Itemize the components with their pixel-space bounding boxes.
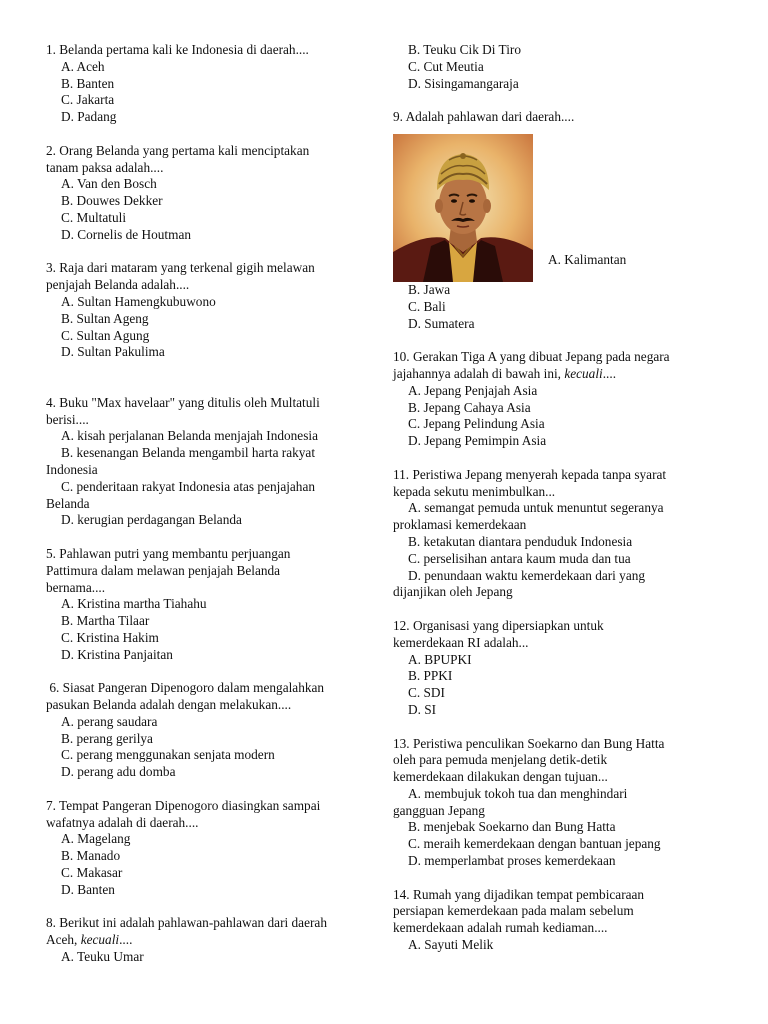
- question-10: [393, 349, 728, 450]
- option-a: A. Teuku Umar: [61, 949, 144, 965]
- option-a: A. Van den Bosch: [61, 176, 157, 192]
- option-b-cont: Indonesia: [46, 461, 98, 477]
- stem-ellipsis: ....: [602, 365, 617, 381]
- option-b: B. Manado: [61, 848, 121, 864]
- option-d: D. Sumatera: [408, 315, 475, 331]
- question-stem: 10. Gerakan Tiga A yang dibuat Jepang pada negara: [393, 349, 670, 365]
- option-b: B. perang gerilya: [61, 730, 153, 746]
- option-d: D. Jepang Pemimpin Asia: [408, 433, 547, 449]
- option-a: A. Sayuti Melik: [408, 937, 494, 953]
- question-12: [393, 618, 728, 719]
- question-13: [393, 736, 728, 870]
- option-c: C. perang menggunakan senjata modern: [61, 747, 275, 763]
- question-stem-cont: kepada sekutu menimbulkan...: [393, 483, 556, 499]
- portrait-row: [393, 134, 728, 282]
- option-c: C. Jakarta: [61, 92, 115, 108]
- stem-emphasis: kecuali: [80, 932, 120, 948]
- option-b: B. kesenangan Belanda mengambil harta rakyat: [61, 445, 316, 461]
- option-b: B. Jepang Cahaya Asia: [408, 399, 531, 415]
- right-column: [393, 42, 728, 954]
- question-8: [46, 915, 376, 965]
- option-b: B. PPKI: [408, 668, 453, 684]
- option-d: D. Sultan Pakulima: [61, 344, 165, 360]
- question-stem-cont: pasukan Belanda adalah dengan melakukan....: [46, 697, 292, 713]
- question-5: [46, 546, 376, 664]
- option-b: B. Jawa: [408, 281, 451, 297]
- option-a: A. Jepang Penjajah Asia: [408, 382, 538, 398]
- stem-text: Aceh,: [46, 932, 81, 948]
- question-6: [46, 680, 376, 781]
- question-stem-cont: [393, 366, 728, 383]
- option-d: D. Cornelis de Houtman: [61, 226, 191, 242]
- option-b: B. Teuku Cik Di Tiro: [408, 42, 521, 57]
- option-d: D. Padang: [61, 109, 117, 125]
- question-8-continued: [393, 42, 728, 92]
- option-a: A. membujuk tokoh tua dan menghindari: [408, 785, 628, 801]
- option-d: D. penundaan waktu kemerdekaan dari yang: [408, 567, 646, 583]
- option-d: D. memperlambat proses kemerdekaan: [408, 853, 616, 869]
- stem-ellipsis: ....: [119, 932, 133, 948]
- question-stem: 1. Belanda pertama kali ke Indonesia di daerah....: [46, 42, 309, 57]
- option-a: A. Kristina martha Tiahahu: [61, 596, 207, 612]
- option-d: D. kerugian perdagangan Belanda: [61, 512, 242, 528]
- option-c: C. Multatuli: [61, 209, 127, 225]
- option-b: B. Sultan Ageng: [61, 310, 149, 326]
- question-stem: 4. Buku "Max havelaar" yang ditulis oleh Multatuli: [46, 394, 320, 410]
- option-b: B. ketakutan diantara penduduk Indonesia: [408, 533, 633, 549]
- question-stem-cont: berisi....: [46, 411, 89, 427]
- option-d: D. SI: [408, 701, 437, 717]
- option-c: C. Sultan Agung: [61, 327, 150, 343]
- question-stem-cont: kemerdekaan adalah rumah kediaman....: [393, 920, 608, 936]
- stem-emphasis: kecuali: [564, 365, 603, 381]
- option-a: A. Aceh: [61, 58, 105, 74]
- question-2: [46, 143, 376, 244]
- option-d: D. Kristina Panjaitan: [61, 646, 173, 662]
- question-stem: 8. Berikut ini adalah pahlawan-pahlawan dari daerah: [46, 915, 327, 931]
- option-a: A. Kalimantan: [548, 251, 627, 267]
- option-a: A. Magelang: [61, 831, 131, 847]
- question-stem-cont: bernama....: [46, 579, 106, 595]
- option-a: A. perang saudara: [61, 713, 158, 729]
- option-a: A. Sultan Hamengkubuwono: [61, 293, 216, 309]
- question-11: [393, 467, 728, 601]
- question-1: [46, 42, 376, 126]
- question-stem-cont: Pattimura dalam melawan penjajah Belanda: [46, 562, 281, 578]
- option-c: C. Jepang Pelindung Asia: [408, 416, 545, 432]
- question-stem: 14. Rumah yang dijadikan tempat pembicaraan: [393, 886, 645, 902]
- option-d-cont: dijanjikan oleh Jepang: [393, 584, 513, 600]
- question-stem: 3. Raja dari mataram yang terkenal gigih melawan: [46, 260, 315, 276]
- question-3: [46, 260, 376, 361]
- option-a: A. BPUPKI: [408, 651, 472, 667]
- option-d: D. Sisingamangaraja: [408, 75, 519, 91]
- option-c: C. Kristina Hakim: [61, 629, 159, 645]
- option-c: C. meraih kemerdekaan dengan bantuan jepang: [408, 836, 661, 852]
- question-stem-cont: [46, 932, 376, 949]
- option-a: A. kisah perjalanan Belanda menjajah Indonesia: [61, 428, 318, 444]
- option-b: B. Douwes Dekker: [61, 193, 163, 209]
- option-c: C. Makasar: [61, 865, 123, 881]
- question-stem: 9. Adalah pahlawan dari daerah....: [393, 109, 575, 125]
- question-stem-cont: wafatnya adalah di daerah....: [46, 814, 199, 830]
- option-d: D. perang adu domba: [61, 764, 176, 780]
- question-stem: 6. Siasat Pangeran Dipenogoro dalam mengalahkan: [46, 680, 325, 696]
- question-stem-cont: penjajah Belanda adalah....: [46, 277, 190, 293]
- option-a-cont: proklamasi kemerdekaan: [393, 517, 527, 533]
- question-9: [393, 109, 728, 332]
- portrait-illustration: [393, 134, 533, 282]
- option-c: C. perselisihan antara kaum muda dan tua: [408, 550, 631, 566]
- question-14: [393, 887, 728, 954]
- option-b: B. menjebak Soekarno dan Bung Hatta: [408, 819, 616, 835]
- question-stem-cont: persiapan kemerdekaan pada malam sebelum: [393, 903, 634, 919]
- question-stem: 5. Pahlawan putri yang membantu perjuangan: [46, 545, 291, 561]
- question-stem-cont: kemerdekaan RI adalah...: [393, 634, 529, 650]
- option-c: C. Bali: [408, 298, 446, 314]
- left-column: [46, 42, 376, 966]
- option-c: C. SDI: [408, 685, 445, 701]
- question-stem-cont: oleh para pemuda menjelang detik-detik: [393, 752, 608, 768]
- option-b: B. Banten: [61, 75, 115, 91]
- option-c-cont: Belanda: [46, 495, 90, 511]
- option-b: B. Martha Tilaar: [61, 613, 150, 629]
- question-stem: 11. Peristiwa Jepang menyerah kepada tanpa syarat: [393, 466, 667, 482]
- question-stem: 13. Peristiwa penculikan Soekarno dan Bung Hatta: [393, 735, 665, 751]
- option-d: D. Banten: [61, 881, 115, 897]
- question-stem-cont: tanam paksa adalah....: [46, 159, 164, 175]
- hero-portrait-image: [393, 134, 533, 282]
- stem-text: jajahannya adalah di bawah ini,: [393, 365, 565, 381]
- question-stem: 12. Organisasi yang dipersiapkan untuk: [393, 617, 604, 633]
- option-c: C. Cut Meutia: [408, 58, 484, 74]
- option-a: A. semangat pemuda untuk menuntut segeranya: [408, 500, 664, 516]
- option-c: C. penderitaan rakyat Indonesia atas penjajahan: [61, 478, 316, 494]
- question-stem: 2. Orang Belanda yang pertama kali menciptakan: [46, 142, 310, 158]
- option-a-cont: gangguan Jepang: [393, 802, 485, 818]
- question-7: [46, 798, 376, 899]
- question-4: [46, 395, 376, 529]
- question-stem-cont: kemerdekaan dilakukan dengan tujuan...: [393, 769, 608, 785]
- question-stem: 7. Tempat Pangeran Dipenogoro diasingkan sampai: [46, 797, 321, 813]
